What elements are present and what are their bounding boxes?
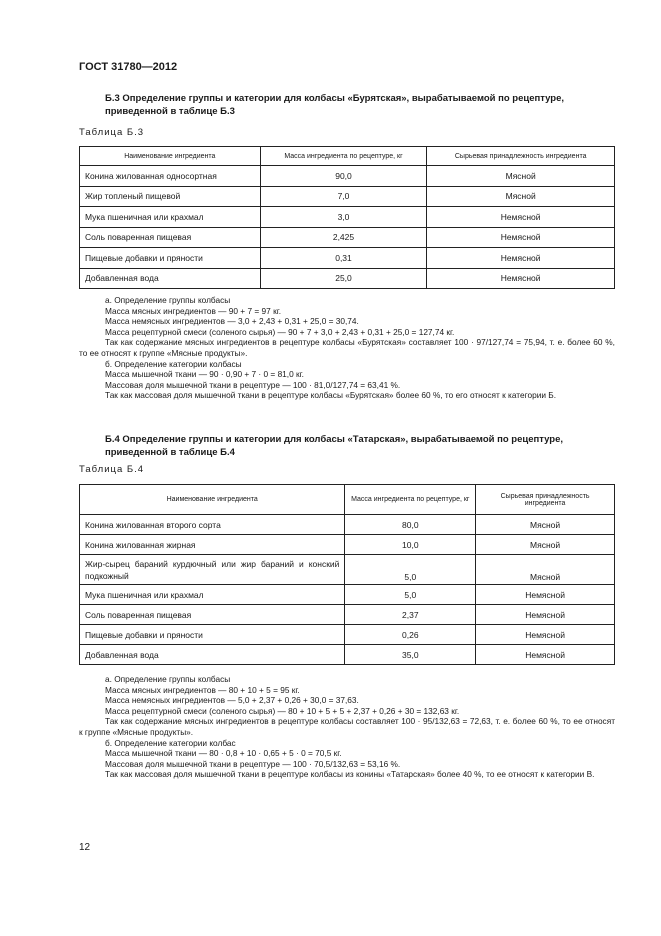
table-b3-caption: Таблица Б.3 — [79, 127, 145, 138]
type-cell: Немясной — [476, 605, 615, 625]
table-row — [80, 207, 615, 228]
mass-cell: 0,31 — [260, 248, 427, 269]
mass-cell: 5,0 — [345, 555, 476, 585]
note-line: Массовая доля мышечной ткани в рецептуре — 100 · 81,0/127,74 = 63,41 %. — [105, 379, 401, 390]
ingredient-cell: Мука пшеничная или крахмал — [80, 207, 261, 228]
note-line: Масса немясных ингредиентов — 5,0 + 2,37 + 0,26 + 30,0 = 37,63. — [105, 695, 359, 706]
ingredient-cell: Добавленная вода — [80, 268, 261, 289]
note-line: б. Определение категории колбасы — [105, 358, 242, 369]
note-line: Так как содержание мясных ингредиентов в рецептуре колбасы составляет 100 · 95/132,63 = 72,63, т. е. более 60 %, то ее относят к группе «Мясные продукты». — [79, 716, 615, 737]
note-line: Масса мышечной ткани — 80 · 0,8 + 10 · 0,65 + 5 · 0 = 70,5 кг. — [105, 748, 342, 759]
note-line: Масса мясных ингредиентов — 90 + 7 = 97 кг. — [105, 305, 282, 316]
ingredient-cell: Соль поваренная пищевая — [80, 605, 345, 625]
note-line: Масса мясных ингредиентов — 80 + 10 + 5 = 95 кг. — [105, 684, 300, 695]
note-line: Так как содержание мясных ингредиентов в рецептуре колбасы «Бурятская» составляет 100 · 97/127,74 = 75,94, т. е. более 60 %, то ее относят к группе «Мясные продукты». — [79, 337, 615, 358]
type-cell: Мясной — [427, 166, 615, 187]
type-cell: Немясной — [427, 268, 615, 289]
mass-cell: 35,0 — [345, 645, 476, 665]
table-row — [80, 535, 615, 555]
type-cell: Мясной — [476, 555, 615, 585]
note-line: а. Определение группы колбасы — [105, 295, 231, 305]
table-row — [80, 645, 615, 665]
table-row — [80, 268, 615, 289]
mass-cell: 7,0 — [260, 186, 427, 207]
column-header: Масса ингредиента по рецептуре, кг — [345, 485, 476, 515]
mass-cell: 90,0 — [260, 166, 427, 187]
type-cell: Мясной — [476, 515, 615, 535]
table-header-row — [80, 485, 615, 515]
note-line: а. Определение группы колбасы — [105, 674, 231, 684]
note-line: Так как массовая доля мышечной ткани в рецептуре колбасы «Бурятская» более 60 %, то его относят к категории Б. — [105, 390, 557, 401]
note-line: Так как массовая доля мышечной ткани в рецептуре колбасы из конины «Татарская» более 40 %, то ее относят к категории В. — [105, 769, 595, 780]
note-line: Масса мышечной ткани — 90 · 0,90 + 7 · 0 = 81,0 кг. — [105, 369, 304, 380]
mass-cell: 2,425 — [260, 227, 427, 248]
mass-cell: 0,26 — [345, 625, 476, 645]
table-row — [80, 625, 615, 645]
table-header-row — [80, 147, 615, 166]
type-cell: Немясной — [427, 248, 615, 269]
section-b3-title: Б.3 Определение группы и категории для колбасы «Бурятская», вырабатываемой по рецептуре, приведенной в таблице Б.3 — [105, 93, 565, 117]
mass-cell: 5,0 — [345, 585, 476, 605]
ingredient-cell: Конина жилованная второго сорта — [80, 515, 345, 535]
table-b4 — [79, 484, 615, 665]
table-row — [80, 585, 615, 605]
note-line: Масса рецептурной смеси (соленого сырья) — 90 + 7 + 3,0 + 2,43 + 0,31 + 25,0 = 127,74 кг. — [105, 326, 455, 337]
ingredient-cell: Пищевые добавки и пряности — [80, 625, 345, 645]
ingredient-cell: Соль поваренная пищевая — [80, 227, 261, 248]
table-row — [80, 227, 615, 248]
table-b3 — [79, 146, 615, 289]
table-row — [80, 248, 615, 269]
type-cell: Мясной — [476, 535, 615, 555]
ingredient-cell: Добавленная вода — [80, 645, 345, 665]
table-row — [80, 605, 615, 625]
ingredient-cell: Конина жилованная жирная — [80, 535, 345, 555]
mass-cell: 25,0 — [260, 268, 427, 289]
ingredient-cell: Конина жилованная односортная — [80, 166, 261, 187]
table-row — [80, 515, 615, 535]
type-cell: Немясной — [427, 227, 615, 248]
table-b4-caption: Таблица Б.4 — [79, 464, 145, 475]
column-header: Сырьевая принадлежность ингредиента — [427, 147, 615, 166]
note-line: б. Определение категории колбас — [105, 737, 236, 748]
column-header: Сырьевая принадлежность ингредиента — [476, 485, 615, 515]
column-header: Масса ингредиента по рецептуре, кг — [260, 147, 427, 166]
type-cell: Мясной — [427, 186, 615, 207]
type-cell: Немясной — [476, 625, 615, 645]
page-number: 12 — [79, 842, 91, 853]
note-line: Масса рецептурной смеси (соленого сырья) — 80 + 10 + 5 + 5 + 2,37 + 0,26 + 30 = 132,63 кг. — [105, 705, 460, 716]
note-line: Масса немясных ингредиентов — 3,0 + 2,43 + 0,31 + 25,0 = 30,74. — [105, 316, 359, 327]
type-cell: Немясной — [427, 207, 615, 228]
mass-cell: 2,37 — [345, 605, 476, 625]
table-row — [80, 186, 615, 207]
section-b3-notes — [79, 295, 615, 401]
column-header: Наименование ингредиента — [80, 147, 261, 166]
ingredient-cell: Мука пшеничная или крахмал — [80, 585, 345, 605]
note-line: Массовая доля мышечной ткани в рецептуре — 100 · 70,5/132,63 = 53,16 %. — [105, 758, 401, 769]
ingredient-cell: Жир-сырец бараний курдючный или жир бараний и конский подкожный — [80, 555, 345, 585]
section-b4-title: Б.4 Определение группы и категории для колбасы «Татарская», вырабатываемой по рецептуре, приведенной в таблице Б.4 — [105, 434, 564, 458]
type-cell: Немясной — [476, 645, 615, 665]
document-header: ГОСТ 31780—2012 — [79, 61, 178, 73]
mass-cell: 80,0 — [345, 515, 476, 535]
table-row — [80, 166, 615, 187]
ingredient-cell: Жир топленый пищевой — [80, 186, 261, 207]
mass-cell: 3,0 — [260, 207, 427, 228]
type-cell: Немясной — [476, 585, 615, 605]
mass-cell: 10,0 — [345, 535, 476, 555]
table-row — [80, 555, 615, 585]
column-header: Наименование ингредиента — [80, 485, 345, 515]
section-b4-notes — [79, 674, 615, 780]
ingredient-cell: Пищевые добавки и пряности — [80, 248, 261, 269]
